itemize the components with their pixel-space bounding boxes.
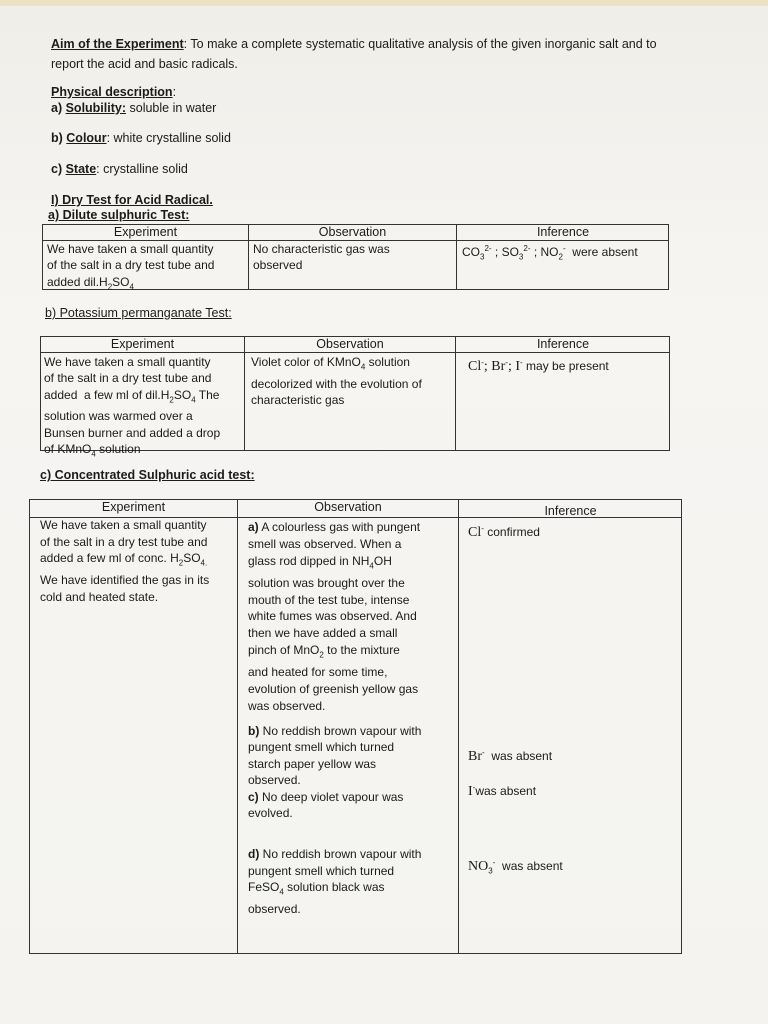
- table-b-header-rule: [41, 352, 669, 353]
- so3-text: ; SO: [491, 245, 519, 259]
- paper-top-edge: [0, 0, 768, 6]
- i-ion: ; I: [507, 359, 521, 374]
- table-c-col-divider-1: [237, 500, 238, 953]
- table-a-exp-line: We have taken a small quantity: [47, 242, 214, 256]
- co3-text: CO: [462, 245, 480, 259]
- table-c-col-divider-2: [458, 500, 459, 953]
- table-b-exp-tail: The: [195, 387, 220, 402]
- obs-text: No deep violet vapour was: [262, 789, 404, 804]
- table-b-header-experiment: Experiment: [110, 337, 175, 351]
- table-c-obs-line: [248, 519, 420, 536]
- no3-text: was absent: [495, 859, 563, 873]
- table-c-obs-line: white fumes was observed. And: [248, 609, 417, 624]
- table-c-obs-line: [248, 642, 420, 664]
- obs-text: No reddish brown vapour with: [262, 724, 422, 738]
- aim-line-2: report the acid and basic radicals.: [51, 57, 238, 71]
- table-a-exp-line: [47, 274, 214, 296]
- table-c-exp-line: [40, 550, 209, 572]
- br-ion: Br: [468, 749, 482, 764]
- cl-ion: Cl: [468, 525, 482, 540]
- colour-value: : white crystalline solid: [106, 131, 231, 145]
- table-c-inference-i: [468, 780, 536, 800]
- state-value: : crystalline solid: [96, 162, 188, 176]
- table-a-obs-line: observed: [253, 258, 303, 273]
- colour-prefix: b): [51, 131, 67, 145]
- i-sup: -: [520, 358, 523, 367]
- table-a-inf-tail: were absent: [565, 245, 638, 259]
- br-ion: ; Br: [483, 359, 506, 374]
- table-c-observation-a: [248, 519, 420, 715]
- table-b-observation: [251, 354, 422, 408]
- aim-text: : To make a complete systematic qualitative analysis of the given inorganic salt and to: [183, 37, 657, 51]
- table-b-header-inference: Inference: [536, 337, 590, 351]
- aim-label: Aim of the Experiment: [51, 37, 184, 51]
- physical-heading-colon: :: [172, 85, 177, 99]
- aim-line-1: [51, 36, 657, 52]
- label-d: d): [248, 847, 260, 861]
- table-c-experiment: [40, 517, 209, 605]
- table-c-obs-line: evolution of greenish yellow gas: [248, 681, 419, 696]
- solubility-value: soluble in water: [126, 101, 217, 115]
- so-text: SO: [112, 274, 130, 289]
- table-c-obs-line: starch paper yellow was: [248, 756, 377, 771]
- state-prefix: c): [51, 162, 66, 176]
- table-b-inference: [468, 355, 609, 375]
- table-b-exp-line: Bunsen burner and added a drop: [44, 425, 221, 440]
- table-b-experiment: [44, 354, 220, 463]
- table-c-header-inference: Inference: [544, 504, 597, 518]
- table-c-obs-line: and heated for some time,: [248, 665, 388, 680]
- state-label: State: [65, 162, 97, 176]
- cl-ion: Cl: [468, 359, 482, 374]
- sub-4: 4: [91, 449, 96, 459]
- solubility-label: Solubility:: [65, 101, 127, 115]
- solubility-prefix: a): [51, 101, 66, 115]
- table-b-obs-line: decolorized with the evolution of: [251, 376, 422, 391]
- table-c-obs-line: mouth of the test tube, intense: [248, 592, 410, 607]
- table-b-exp-line: solution was warmed over a: [44, 409, 193, 424]
- permanganate-heading: b) Potassium permanganate Test:: [45, 306, 232, 320]
- table-a-header-observation: Observation: [318, 225, 387, 239]
- cl-sup: -: [481, 524, 484, 533]
- sub-2: 2: [178, 558, 184, 568]
- table-a-exp-line: of the salt in a dry test tube and: [47, 258, 215, 273]
- sub-4: 4: [191, 394, 196, 404]
- table-c-obs-line: pungent smell which turned: [248, 740, 395, 755]
- sub-2: 2: [319, 650, 324, 660]
- table-b-obs-line: characteristic gas: [251, 392, 345, 407]
- kmno4-text: of KMnO: [44, 441, 92, 456]
- table-c-obs-line: [248, 723, 421, 739]
- table-a-obs-line: No characteristic gas was: [253, 242, 390, 256]
- no3-sub: 3: [488, 866, 493, 876]
- table-conc-sulphuric: [29, 499, 682, 954]
- dilute-sulphuric-heading: [48, 207, 189, 223]
- i-sup: -: [472, 783, 476, 792]
- table-c-obs-line: [248, 846, 421, 863]
- table-c-inference-cl: [468, 521, 540, 541]
- no3-ion: NO: [468, 859, 489, 874]
- label-b: b): [248, 724, 260, 738]
- sub-4: 4: [369, 560, 374, 570]
- table-c-obs-line: was observed.: [248, 698, 326, 713]
- so-text: SO: [173, 387, 192, 402]
- table-c-exp-line: We have identified the gas in its: [40, 573, 210, 588]
- table-b-inf-tail: may be present: [522, 359, 609, 373]
- table-c-obs-line: then we have added a small: [248, 626, 398, 641]
- physical-heading-label: Physical description: [51, 85, 173, 99]
- table-b-header-observation: Observation: [316, 337, 384, 351]
- table-c-observation-d: [248, 846, 421, 918]
- table-c-obs-line: smell was observed. When a: [248, 536, 402, 551]
- sub-2: 2: [107, 281, 113, 291]
- state-line: [51, 161, 188, 177]
- co3-sub: 3: [480, 252, 485, 262]
- table-c-obs-line: [248, 879, 421, 901]
- table-c-obs-line: [248, 553, 420, 575]
- no3-sup: -: [492, 858, 496, 867]
- co3-sup: 2-: [484, 244, 492, 253]
- table-a-header-experiment: Experiment: [113, 225, 178, 239]
- oh-text: OH: [373, 553, 392, 568]
- sub-4: 4: [360, 362, 366, 372]
- table-c-inference-no3: [468, 855, 563, 880]
- obs-tail: to the mixture: [323, 642, 400, 657]
- colour-label: Colour: [66, 131, 107, 145]
- table-c-obs-line: evolved.: [248, 806, 293, 821]
- so3-sup: 2-: [523, 244, 531, 253]
- table-b-exp-text: added a few ml of dil.H: [44, 387, 170, 402]
- i-ion: I: [468, 784, 473, 799]
- kmno4-obs-text: Violet color of KMnO: [251, 355, 361, 369]
- obs-tail: solution black was: [283, 880, 385, 895]
- sub-4: 4.: [200, 558, 208, 568]
- table-c-header-experiment: Experiment: [101, 500, 166, 514]
- cl-text: confirmed: [483, 525, 540, 539]
- nh4oh-text: glass rod dipped in NH: [248, 553, 370, 568]
- sub-4: 4: [279, 887, 284, 897]
- table-a-experiment: [47, 241, 214, 295]
- no2-text: ; NO: [530, 245, 559, 259]
- table-b-obs-line: [251, 354, 422, 376]
- sub-2: 2: [169, 394, 174, 404]
- label-a: a): [248, 520, 259, 534]
- table-permanganate: [40, 336, 670, 459]
- feso4-text: FeSO: [248, 880, 280, 895]
- br-text: was absent: [484, 749, 553, 763]
- table-a-inference: [462, 241, 638, 266]
- br-sup: -: [482, 748, 485, 757]
- table-c-inference-br: [468, 745, 552, 765]
- i-text: was absent: [475, 784, 537, 798]
- table-c-obs-line: pungent smell which turned: [248, 863, 395, 878]
- table-b-col-divider-2: [455, 337, 456, 450]
- physical-heading: [51, 84, 176, 100]
- table-c-exp-text: added a few ml of conc. H: [40, 551, 179, 566]
- table-c-obs-line: observed.: [248, 773, 301, 788]
- table-b-col-divider-1: [244, 337, 245, 450]
- table-b-exp-line: [44, 441, 220, 463]
- cl-sup: -: [481, 358, 484, 367]
- table-c-header-observation: Observation: [314, 500, 382, 514]
- table-a-header-inference: Inference: [536, 225, 590, 239]
- table-dilute-sulphuric: [42, 224, 669, 290]
- obs-text: No reddish brown vapour with: [262, 847, 422, 861]
- table-c-obs-line: [248, 789, 421, 805]
- dilute-sulphuric-label: a) Dilute sulphuric Test:: [48, 208, 190, 222]
- table-c-exp-line: We have taken a small quantity: [40, 518, 207, 532]
- no2-sup: -: [562, 244, 566, 253]
- sub-4: 4: [129, 281, 134, 291]
- table-c-exp-line: of the salt in a dry test tube and: [40, 534, 208, 549]
- colour-line: [51, 130, 231, 146]
- table-c-exp-line: cold and heated state.: [40, 589, 159, 604]
- so-text: SO: [183, 551, 201, 566]
- no2-sub: 2: [558, 252, 563, 262]
- conc-sulphuric-heading: c) Concentrated Sulphuric acid test:: [40, 468, 255, 482]
- solubility-line: [51, 100, 216, 116]
- table-b-exp-line: [44, 387, 220, 409]
- mno2-text: pinch of MnO: [248, 642, 320, 657]
- table-b-obs-tail: solution: [365, 355, 410, 369]
- table-c-observation-b: [248, 723, 421, 821]
- table-b-exp-line: We have taken a small quantity: [44, 355, 211, 369]
- label-c: c): [248, 789, 259, 804]
- so3-sub: 3: [518, 252, 524, 262]
- section-dry-test-heading: I) Dry Test for Acid Radical.: [51, 193, 213, 207]
- obs-text: A colourless gas with pungent: [261, 520, 421, 534]
- table-b-exp-tail-2: solution: [95, 441, 141, 456]
- table-c-obs-line: observed.: [248, 902, 301, 917]
- table-a-observation: [253, 241, 390, 274]
- table-b-exp-line: of the salt in a dry test tube and: [44, 371, 212, 386]
- table-a-exp-text: added dil.H: [47, 274, 108, 289]
- br-sup: -: [505, 358, 508, 367]
- table-c-obs-line: solution was brought over the: [248, 575, 405, 590]
